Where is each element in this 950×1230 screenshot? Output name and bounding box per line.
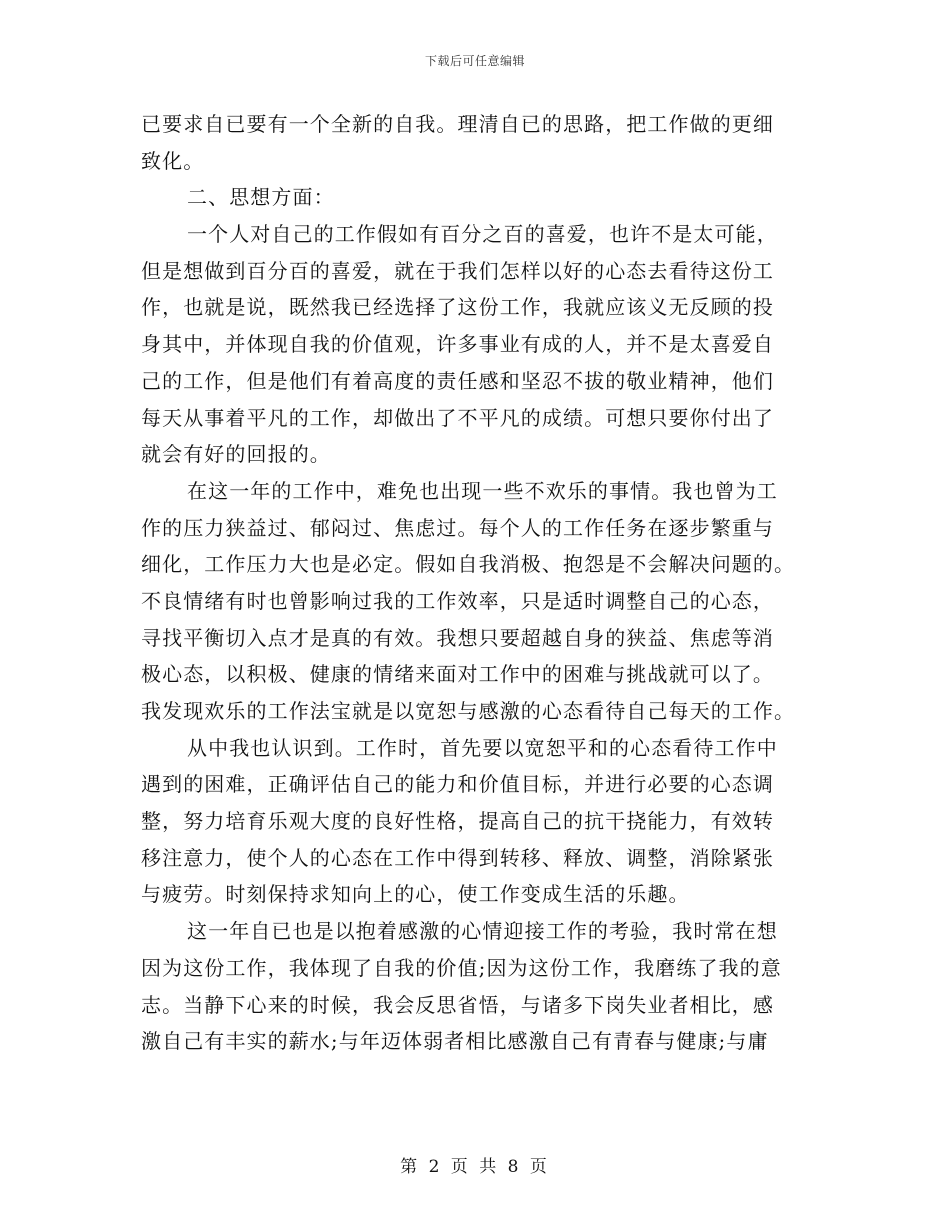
document-body (141, 106, 811, 1060)
text-line: 细化，工作压力大也是必定。假如自我消极、抱怨是不会解决问题的。 (141, 552, 796, 577)
text-line: 遇到的困难，正确评估自己的能力和价值目标，并进行必要的心态调 (141, 772, 774, 797)
text-line: 极心态，以积极、健康的情绪来面对工作中的困难与挑战就可以了。 (141, 662, 774, 687)
text-line: 因为这份工作，我体现了自我的价值;因为这份工作，我磨练了我的意 (141, 955, 782, 980)
text-line: 激自己有丰实的薪水;与年迈体弱者相比感激自己有青春与健康;与庸 (141, 1029, 769, 1054)
text-line: 作，也就是说，既然我已经选择了这份工作，我就应该义无反顾的投 (141, 295, 774, 320)
text-line: 整，努力培育乐观大度的良好性格，提高自己的抗干挠能力，有效转 (141, 809, 774, 834)
text-line: 移注意力，使个人的心态在工作中得到转移、释放、调整，消除紧张 (141, 845, 774, 870)
text-line: 己的工作，但是他们有着高度的责任感和坚忍不拔的敬业精神，他们 (141, 368, 774, 393)
text-line: 从中我也认识到。工作时，首先要以宽恕平和的心态看待工作中 (187, 735, 778, 760)
page-header: 下载后可任意编辑 (424, 54, 525, 68)
text-line: 身其中，并体现自我的价值观，许多事业有成的人，并不是太喜爱自 (141, 332, 774, 357)
text-line: 但是想做到百分百的喜爱，就在于我们怎样以好的心态去看待这份工 (141, 258, 774, 283)
text-line: 已要求自已要有一个全新的自我。理清自已的思路，把工作做的更细 (141, 112, 774, 136)
text-line: 与疲劳。时刻保持求知向上的心，使工作变成生活的乐趣。 (141, 882, 690, 907)
section-heading: 二、思想方面： (187, 185, 335, 210)
text-line: 作的压力狭益过、郁闷过、焦虑过。每个人的工作任务在逐步繁重与 (141, 515, 774, 540)
text-line: 不良情绪有时也曾影响过我的工作效率，只是适时调整自己的心态， (141, 588, 774, 613)
text-line: 在这一年的工作中，难免也出现一些不欢乐的事情。我也曾为工 (187, 478, 778, 503)
text-line: 每天从事着平凡的工作，却做出了不平凡的成绩。可想只要你付出了 (141, 405, 774, 430)
text-line: 寻找平衡切入点才是真的有效。我想只要超越自身的狭益、焦虑等消 (141, 625, 774, 650)
text-line: 志。当静下心来的时候，我会反思省悟，与诸多下岗失业者相比，感 (141, 992, 774, 1017)
text-line: 这一年自已也是以抱着感激的心情迎接工作的考验，我时常在想 (187, 919, 778, 944)
text-line: 一个人对自己的工作假如有百分之百的喜爱，也许不是太可能， (187, 222, 778, 247)
page-number: 第 2 页 共 8 页 (400, 1157, 550, 1177)
text-line: 我发现欢乐的工作法宝就是以宽恕与感激的心态看待自己每天的工作。 (141, 699, 796, 723)
text-line: 就会有好的回报的。 (141, 442, 331, 467)
text-line: 致化。 (141, 148, 205, 173)
